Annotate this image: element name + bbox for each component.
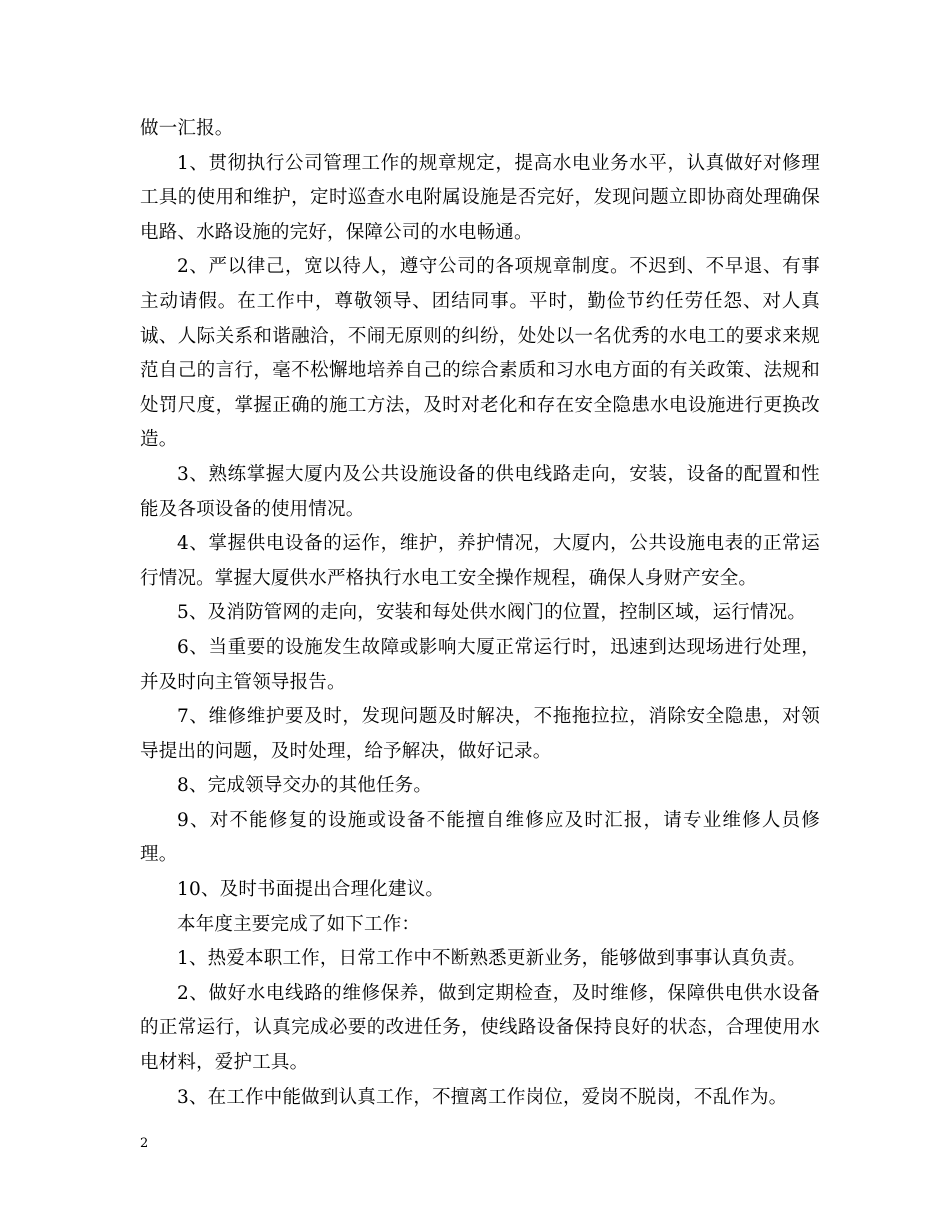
- paragraph: 3、熟练掌握大厦内及公共设施设备的供电线路走向，安装，设备的配置和性能及各项设备的使用情况。: [140, 463, 820, 520]
- paragraph: 2、严以律己，宽以待人，遵守公司的各项规章制度。不迟到、不早退、有事主动请假。在工作中，尊敬领导、团结同事。平时，勤俭节约任劳任怨、对人真诚、人际关系和谐融洽，不闹无原则的纠纷，处处以一名优秀的水电工的要求来规范自己的言行，毫不松懈地培养自己的综合素质和习水电方面的有关政策、法规和处罚尺度，掌握正确的施工方法，及时对老化和存在安全隐患水电设施进行更换改造。: [140, 256, 820, 451]
- paragraph: 做一汇报。: [140, 118, 234, 139]
- paragraph: 9、对不能修复的设施或设备不能擅自维修应及时汇报，请专业维修人员修理。: [140, 809, 820, 866]
- paragraph: 2、做好水电线路的维修保养，做到定期检查，及时维修，保障供电供水设备的正常运行，认真完成必要的改进任务，使线路设备保持良好的状态，合理使用水电材料，爱护工具。: [140, 982, 820, 1074]
- paragraph: 5、及消防管网的走向，安装和每处供水阀门的位置，控制区域，运行情况。: [177, 602, 807, 624]
- paragraph: 8、完成领导交办的其他任务。: [177, 775, 433, 797]
- paragraph: 6、当重要的设施发生故障或影响大厦正常运行时，迅速到达现场进行处理，并及时向主管领导报告。: [140, 636, 820, 693]
- paragraph: 3、在工作中能做到认真工作，不擅离工作岗位，爱岗不脱岗，不乱作为。: [177, 1086, 788, 1108]
- paragraph: 4、掌握供电设备的运作，维护，养护情况，大厦内，公共设施电表的正常运行情况。掌握大厦供水严格执行水电工安全操作规程，确保人身财产安全。: [140, 533, 820, 589]
- paragraph: 1、贯彻执行公司管理工作的规章规定，提高水电业务水平，认真做好对修理工具的使用和维护，定时巡查水电附属设施是否完好，发现问题立即协商处理确保电路、水路设施的完好，保障公司的水电畅通。: [140, 152, 820, 243]
- document-body: [140, 112, 820, 1115]
- paragraph: 10、及时书面提出合理化建议。: [177, 879, 445, 901]
- paragraph: 7、维修维护要及时，发现问题及时解决，不拖拖拉拉，消除安全隐患，对领导提出的问题，及时处理，给予解决，做好记录。: [140, 706, 820, 762]
- paragraph: 本年度主要完成了如下工作：: [177, 913, 421, 935]
- page-number: 2: [140, 1136, 149, 1151]
- paragraph: 1、热爱本职工作，日常工作中不断熟悉更新业务，能够做到事事认真负责。: [177, 948, 807, 970]
